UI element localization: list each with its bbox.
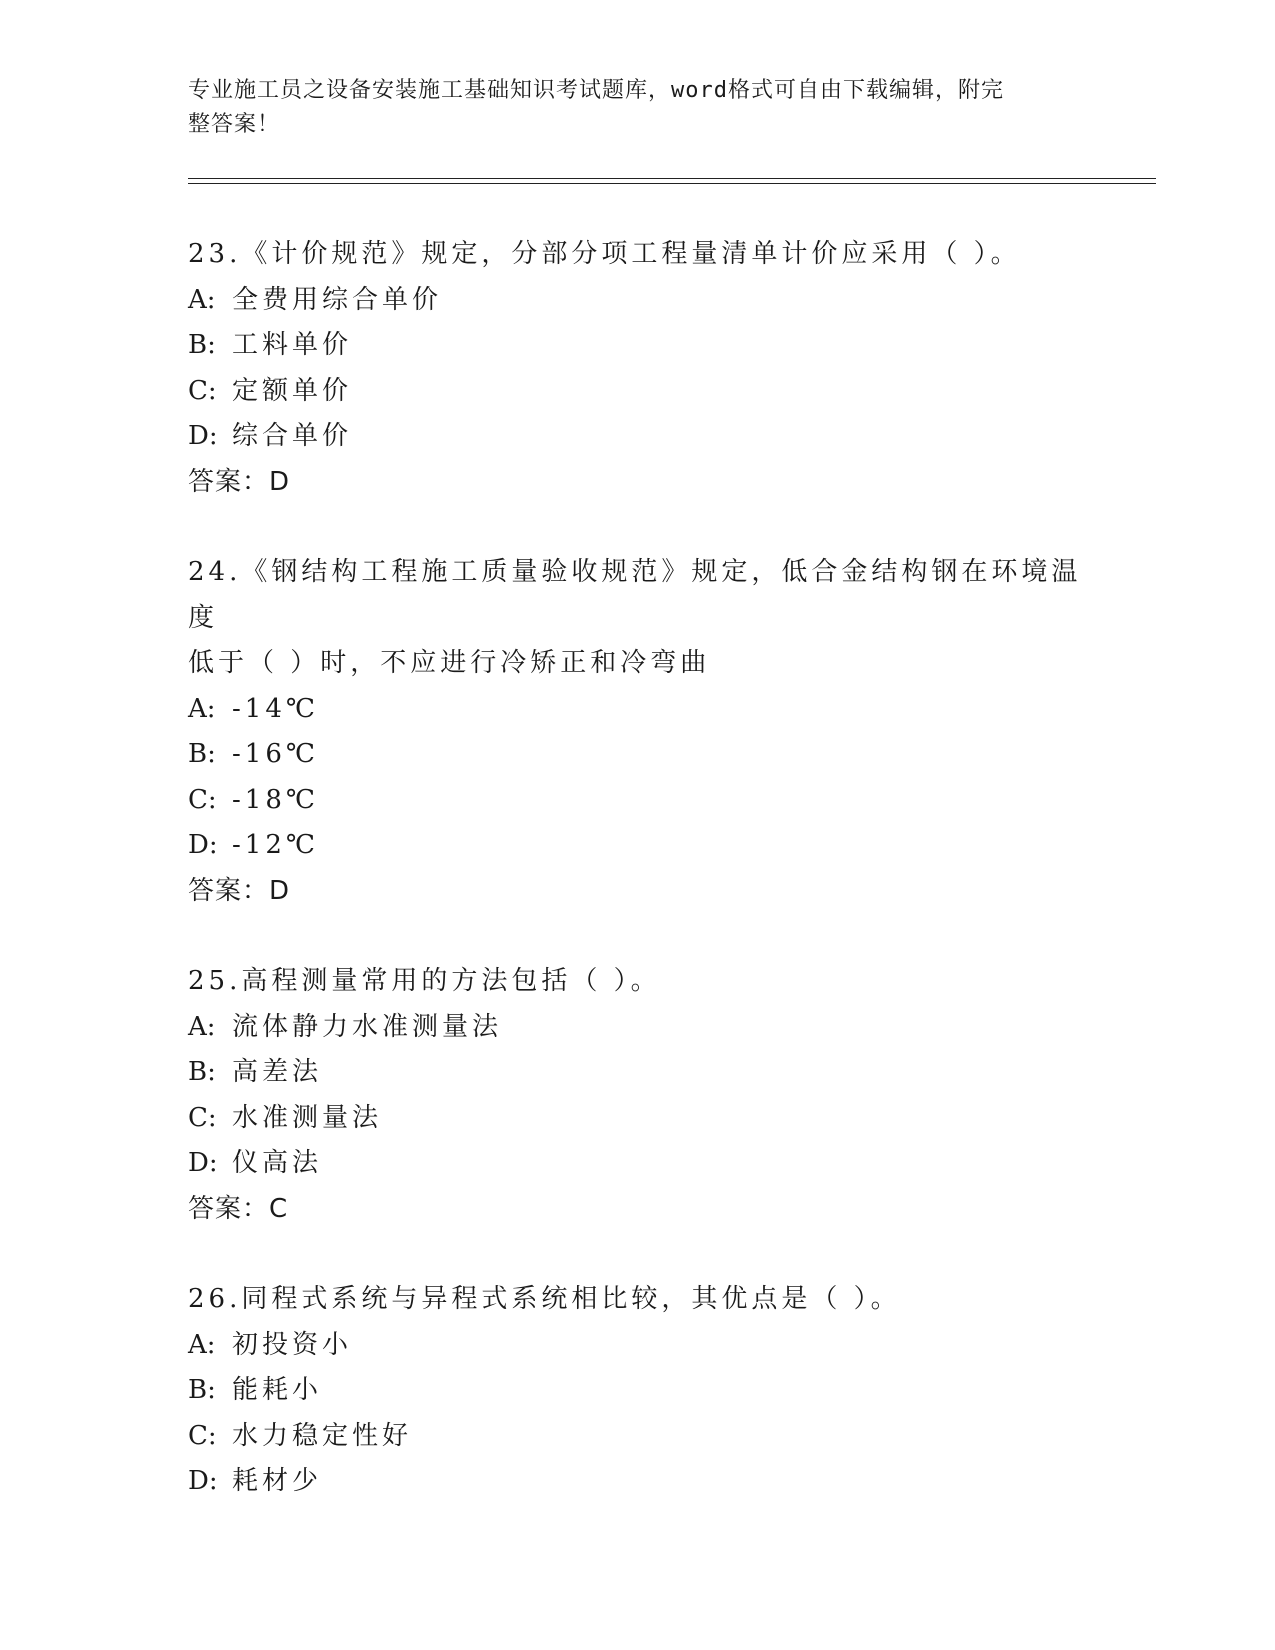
question-list [188, 232, 1088, 1505]
option-letter: A: [188, 1011, 216, 1042]
option-text: 水力稳定性好 [232, 1420, 413, 1451]
option-b [188, 732, 1088, 778]
option-letter: D: [188, 830, 218, 860]
header-divider-top [188, 178, 1156, 179]
option-b [188, 323, 1088, 369]
option-text: 全费用综合单价 [232, 284, 443, 315]
option-text: 耗材少 [232, 1466, 323, 1496]
question-26 [188, 1277, 1088, 1505]
question-25 [188, 959, 1088, 1277]
answer-line: 答案：D [188, 875, 291, 906]
option-letter: D: [188, 1148, 218, 1178]
option-text: -14℃ [232, 693, 319, 724]
option-letter: B: [188, 1375, 216, 1405]
option-text: 高差法 [232, 1057, 323, 1087]
answer-line: 答案：D [188, 466, 291, 497]
option-text: -18℃ [232, 784, 319, 815]
question-24 [188, 550, 1088, 959]
header-line-1: 专业施工员之设备安装施工基础知识考试题库，word格式可自由下载编辑，附完 [188, 78, 1004, 103]
option-letter: A: [188, 1329, 216, 1360]
option-text: 能耗小 [232, 1375, 323, 1405]
question-stem: 23.《计价规范》规定，分部分项工程量清单计价应采用（ ）。 [188, 239, 1021, 269]
option-letter: C: [188, 1420, 217, 1451]
option-a [188, 1323, 1088, 1369]
option-letter: A: [188, 284, 216, 315]
option-text: -12℃ [232, 830, 319, 860]
option-d [188, 1459, 1088, 1505]
option-letter: B: [188, 330, 216, 360]
question-stem: 25.高程测量常用的方法包括（ ）。 [188, 966, 661, 996]
option-d [188, 1141, 1088, 1187]
answer-line: 答案：C [188, 1193, 289, 1224]
option-text: 定额单价 [232, 375, 353, 406]
option-c [188, 778, 1088, 824]
option-text: 流体静力水准测量法 [232, 1011, 503, 1042]
question-stem-line-2: 低于（ ）时，不应进行冷矫正和冷弯曲 [188, 648, 711, 678]
header-divider-bottom [188, 183, 1156, 184]
option-a [188, 687, 1088, 733]
question-stem-line-1: 24.《钢结构工程施工质量验收规范》规定，低合金结构钢在环境温度 [188, 557, 1082, 633]
option-letter: B: [188, 739, 216, 769]
option-b [188, 1368, 1088, 1414]
option-text: 综合单价 [232, 421, 353, 451]
option-text: 初投资小 [232, 1329, 353, 1360]
option-d [188, 414, 1088, 460]
option-c [188, 369, 1088, 415]
question-23 [188, 232, 1088, 550]
option-text: 水准测量法 [232, 1102, 383, 1133]
option-letter: C: [188, 1102, 217, 1133]
option-a [188, 278, 1088, 324]
option-c [188, 1096, 1088, 1142]
option-letter: B: [188, 1057, 216, 1087]
option-d [188, 823, 1088, 869]
option-letter: D: [188, 1466, 218, 1496]
option-text: 仪高法 [232, 1148, 323, 1178]
document-header [188, 74, 1088, 142]
option-letter: D: [188, 421, 218, 451]
option-letter: C: [188, 784, 217, 815]
option-letter: A: [188, 693, 216, 724]
option-b [188, 1050, 1088, 1096]
option-a [188, 1005, 1088, 1051]
option-text: -16℃ [232, 739, 319, 769]
option-text: 工料单价 [232, 330, 353, 360]
header-line-2: 整答案！ [188, 112, 281, 137]
question-stem: 26.同程式系统与异程式系统相比较，其优点是（ ）。 [188, 1284, 901, 1314]
option-c [188, 1414, 1088, 1460]
option-letter: C: [188, 375, 217, 406]
